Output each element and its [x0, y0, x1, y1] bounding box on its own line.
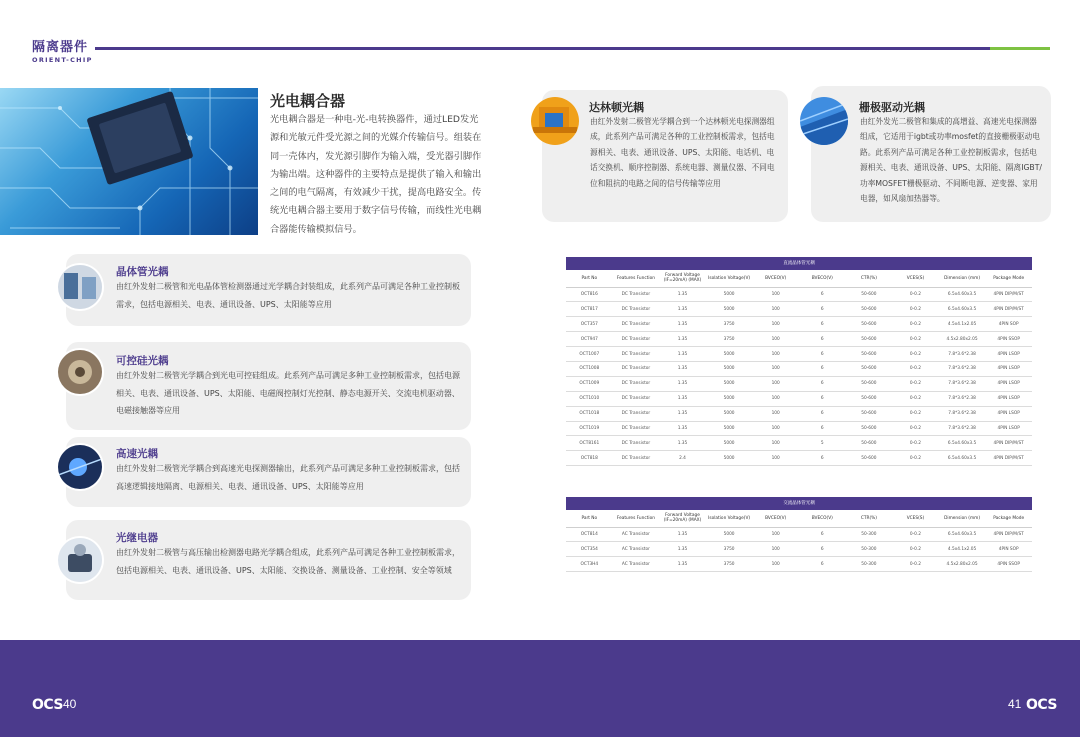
table-cell: 50-600: [846, 421, 893, 436]
table-cell: AC Transistor: [613, 542, 660, 557]
table-cell: DC Transistor: [613, 347, 660, 362]
table-row: [566, 332, 1032, 347]
table-cell: 0-0.2: [892, 406, 939, 421]
table-cell: 5000: [706, 436, 753, 451]
table-cell: 1.35: [659, 542, 706, 557]
transistor-coupler-title: 晶体管光耦: [116, 266, 169, 278]
table-cell: 4PIN DIP/M/ST: [985, 436, 1032, 451]
column-header: VCES(S): [892, 270, 939, 287]
table-cell: OCT1007: [566, 347, 613, 362]
high-speed-coupler-image: [58, 445, 102, 489]
table-cell: 6.5x4.60x3.5: [939, 527, 986, 542]
table-cell: OCT357: [566, 317, 613, 332]
table-cell: OCT1009: [566, 376, 613, 391]
darlington-card: [542, 90, 788, 222]
table-cell: 4PIN LSOP: [985, 347, 1032, 362]
table-cell: DC Transistor: [613, 287, 660, 302]
column-header: BVECO(V): [799, 270, 846, 287]
table-cell: 5000: [706, 302, 753, 317]
column-header: Isolation Voltage(V): [706, 510, 753, 527]
table-cell: OCT817: [566, 302, 613, 317]
column-header: Features Function: [613, 270, 660, 287]
brand-subtitle: ORIENT-CHIP: [32, 56, 93, 64]
intro-title: 光电耦合器: [270, 92, 346, 110]
gate-driver-title: 栅极驱动光耦: [859, 101, 925, 114]
ac-table-caption: 交流晶体管光耦: [566, 497, 1032, 510]
table-cell: 4PIN LSOP: [985, 361, 1032, 376]
table-cell: 50-600: [846, 287, 893, 302]
table-cell: 3750: [706, 317, 753, 332]
table-cell: 4.5x2.80x2.05: [939, 332, 986, 347]
table-cell: 5000: [706, 376, 753, 391]
table-cell: 4PIN DIP/M/ST: [985, 527, 1032, 542]
table-cell: 6: [799, 302, 846, 317]
table-cell: 50-300: [846, 542, 893, 557]
table-row: [566, 542, 1032, 557]
column-header: CTR(%): [846, 510, 893, 527]
table-cell: 1.35: [659, 436, 706, 451]
table-cell: DC Transistor: [613, 302, 660, 317]
column-header: Part No: [566, 510, 613, 527]
table-cell: 50-600: [846, 317, 893, 332]
table-cell: 6.5x4.60x3.5: [939, 436, 986, 451]
table-cell: DC Transistor: [613, 436, 660, 451]
gate-driver-text: 由红外发光二极管和集成的高增益、高速光电探测器组成，它适用于igbt或功率mosfet的直接栅极驱动电路。此系列产品可满足各种工业控制板需求，包括电源相关、电表、通讯设备、UPS、太阳能、隔离IGBT/功率MOSFET栅极驱动、不间断电源、逆变器、家用电器，如风扇加热器等。: [860, 117, 1042, 204]
table-cell: 100: [752, 332, 799, 347]
table-cell: 6: [799, 451, 846, 466]
dc-transistor-table: [566, 257, 1032, 466]
gate-driver-image: [800, 97, 848, 145]
column-header: BVCEO(V): [752, 510, 799, 527]
table-row: [566, 451, 1032, 466]
table-row: [566, 557, 1032, 572]
table-cell: OCT3H4: [566, 557, 613, 572]
table-row: [566, 361, 1032, 376]
table-cell: 6: [799, 527, 846, 542]
column-header: Features Function: [613, 510, 660, 527]
table-row: [566, 347, 1032, 362]
photo-relay-title: 光继电器: [116, 532, 158, 544]
table-cell: 1.35: [659, 376, 706, 391]
table-cell: 7.8*3.6*2.38: [939, 361, 986, 376]
table-cell: 6.5x4.60x3.5: [939, 302, 986, 317]
table-cell: 1.35: [659, 332, 706, 347]
table-cell: 0-0.2: [892, 451, 939, 466]
table-cell: 1.35: [659, 391, 706, 406]
column-header: BVCEO(V): [752, 270, 799, 287]
table-cell: DC Transistor: [613, 376, 660, 391]
table-header-row: [566, 270, 1032, 287]
table-cell: OCT354: [566, 542, 613, 557]
table-cell: 4.5x2.80x2.05: [939, 557, 986, 572]
table-cell: 4PIN LSOP: [985, 391, 1032, 406]
table-cell: 100: [752, 391, 799, 406]
table-cell: DC Transistor: [613, 391, 660, 406]
table-cell: 5000: [706, 451, 753, 466]
scr-coupler-card: [66, 342, 471, 430]
table-row: [566, 527, 1032, 542]
darlington-text: 由红外发射二极管光学耦合到一个达林顿光电探测器组成，此系列产品可满足各种的工业控制板需求，包括电源相关、电表、通讯设备、UPS、太阳能、电话机、电话交换机、顺序控制器、系统电器、测量仪器、不同电位和阻抗的电路之间的信号传输等应用: [590, 117, 775, 188]
table-cell: 1.35: [659, 302, 706, 317]
table-cell: 1.35: [659, 361, 706, 376]
table-cell: 50-600: [846, 361, 893, 376]
table-cell: 6: [799, 376, 846, 391]
table-cell: 4PIN SSOP: [985, 332, 1032, 347]
high-speed-coupler-card: [66, 437, 471, 507]
column-header: Part No: [566, 270, 613, 287]
table-cell: 4PIN SOP: [985, 317, 1032, 332]
transistor-coupler-card: [66, 254, 471, 326]
photo-relay-text: 由红外发射二极管与高压输出检测器电路光学耦合组成，此系列产品可满足各种工业控制板需求，包括电源相关、电表、通讯设备、UPS、太阳能、交换设备、测量设备、工业控制、安全等领域: [116, 548, 460, 575]
table-cell: 7.8*3.6*2.38: [939, 347, 986, 362]
table-cell: AC Transistor: [613, 557, 660, 572]
table-cell: 3750: [706, 332, 753, 347]
table-cell: 6: [799, 421, 846, 436]
table-cell: 0-0.2: [892, 317, 939, 332]
column-header: Isolation Voltage(V): [706, 270, 753, 287]
table-cell: OCT1010: [566, 391, 613, 406]
table-cell: 50-600: [846, 451, 893, 466]
table-cell: 5000: [706, 347, 753, 362]
gate-driver-card: [811, 86, 1051, 222]
table-cell: 0-0.2: [892, 527, 939, 542]
table-cell: 4PIN LSOP: [985, 421, 1032, 436]
ac-transistor-table: [566, 497, 1032, 572]
transistor-coupler-image: [58, 265, 102, 309]
table-cell: 1.35: [659, 421, 706, 436]
table-row: [566, 317, 1032, 332]
table-cell: 100: [752, 436, 799, 451]
table-cell: 6.5x4.60x3.5: [939, 287, 986, 302]
table-cell: 100: [752, 542, 799, 557]
darlington-title: 达林顿光耦: [589, 101, 644, 114]
scr-coupler-text: 由红外发射二极管光学耦合到光电可控硅组成。此系列产品可满足多种工业控制板需求，包括电源相关、电表、通讯设备、UPS、太阳能、电磁阀控制灯光控制、静态电源开关、交流电机驱动器、电磁接触器等应用: [116, 371, 460, 415]
page-number-right: 41: [1008, 697, 1022, 711]
table-cell: 5000: [706, 361, 753, 376]
table-cell: 100: [752, 527, 799, 542]
table-cell: 5: [799, 436, 846, 451]
column-header: Dimension (mm): [939, 510, 986, 527]
brand-header: [32, 36, 93, 64]
table-cell: DC Transistor: [613, 317, 660, 332]
table-cell: DC Transistor: [613, 406, 660, 421]
table-cell: 4PIN LSOP: [985, 376, 1032, 391]
table-cell: OCT1019: [566, 421, 613, 436]
header-rule-accent: [990, 47, 1050, 50]
table-cell: 3750: [706, 542, 753, 557]
table-cell: 1.35: [659, 406, 706, 421]
table-row: [566, 391, 1032, 406]
table-cell: 50-600: [846, 302, 893, 317]
column-header: CTR(%): [846, 270, 893, 287]
table-cell: 100: [752, 451, 799, 466]
column-header: BVECO(V): [799, 510, 846, 527]
column-header: Forward Voltage (IF=20mA) (MAX): [659, 510, 706, 527]
table-cell: OCT1008: [566, 361, 613, 376]
table-cell: 7.8*3.6*2.38: [939, 391, 986, 406]
table-row: [566, 421, 1032, 436]
table-cell: 50-600: [846, 436, 893, 451]
table-cell: 6: [799, 406, 846, 421]
table-cell: 7.8*3.6*2.38: [939, 406, 986, 421]
table-cell: 6: [799, 317, 846, 332]
photo-relay-card: [66, 520, 471, 600]
darlington-image: [531, 97, 579, 145]
circuit-board-image: [0, 88, 258, 235]
table-cell: 4.5x4.1x2.05: [939, 317, 986, 332]
intro-text: 光电耦合器是一种电-光-电转换器件，通过LED发光源和光敏元件受光源之间的光媒介传输信号。组装在同一壳体内，发光源引脚作为输入端，受光器引脚作为输出端。这种器件的主要特点是提供了输入和输出之间的电气隔离，有效减少干扰，提高电路安全。传统光电耦合器主要用于数字信号传输，而线性光电耦合器能传输模拟信号。: [270, 114, 482, 235]
table-cell: OCT1018: [566, 406, 613, 421]
table-cell: 50-600: [846, 332, 893, 347]
table-cell: 100: [752, 287, 799, 302]
section-title: 隔离器件: [32, 40, 89, 55]
table-cell: 5000: [706, 287, 753, 302]
table-cell: 0-0.2: [892, 332, 939, 347]
page-number-left: 40: [63, 697, 77, 711]
table-cell: 50-600: [846, 347, 893, 362]
table-cell: 50-300: [846, 527, 893, 542]
photo-relay-image: [58, 538, 102, 582]
table-cell: 6: [799, 391, 846, 406]
header-rule: [95, 47, 990, 50]
table-cell: 0-0.2: [892, 436, 939, 451]
brand-logo: OCS: [1026, 697, 1058, 713]
table-cell: OCT947: [566, 332, 613, 347]
table-cell: DC Transistor: [613, 361, 660, 376]
table-header-row: [566, 510, 1032, 527]
scr-coupler-image: [58, 350, 102, 394]
table-cell: 0-0.2: [892, 287, 939, 302]
table-cell: 0-0.2: [892, 557, 939, 572]
table-cell: 1.35: [659, 347, 706, 362]
table-cell: 100: [752, 406, 799, 421]
table-cell: OCT814: [566, 527, 613, 542]
table-cell: 4PIN DIP/M/ST: [985, 451, 1032, 466]
table-cell: 0-0.2: [892, 347, 939, 362]
table-cell: 4.5x4.1x2.05: [939, 542, 986, 557]
table-cell: 0-0.2: [892, 376, 939, 391]
brand-logo: OCS: [32, 697, 64, 713]
table-cell: 5000: [706, 406, 753, 421]
table-cell: AC Transistor: [613, 527, 660, 542]
table-cell: 100: [752, 421, 799, 436]
transistor-coupler-text: 由红外发射二极管和光电晶体管检测器通过光学耦合封装组成，此系列产品可满足各种工业控制板需求，包括电源相关、电表、通讯设备、UPS、太阳能等应用: [116, 282, 460, 309]
table-cell: 6: [799, 557, 846, 572]
table-cell: 50-600: [846, 391, 893, 406]
table-cell: 6: [799, 361, 846, 376]
table-row: [566, 406, 1032, 421]
table-cell: 7.8*3.6*2.38: [939, 376, 986, 391]
table-cell: 3750: [706, 557, 753, 572]
table-cell: 5000: [706, 527, 753, 542]
table-row: [566, 302, 1032, 317]
column-header: Package Mode: [985, 510, 1032, 527]
table-cell: 4PIN SOP: [985, 542, 1032, 557]
table-cell: 4PIN DIP/M/ST: [985, 302, 1032, 317]
table-cell: 50-300: [846, 557, 893, 572]
table-cell: 0-0.2: [892, 391, 939, 406]
table-cell: 100: [752, 347, 799, 362]
scr-coupler-title: 可控硅光耦: [116, 355, 169, 367]
column-header: Forward Voltage (IF=20mA) (MAX): [659, 270, 706, 287]
table-cell: OCT818: [566, 451, 613, 466]
footer-band: [0, 640, 1080, 737]
table-cell: 6: [799, 347, 846, 362]
column-header: VCES(S): [892, 510, 939, 527]
table-cell: 100: [752, 557, 799, 572]
table-cell: DC Transistor: [613, 332, 660, 347]
table-cell: OCT8161: [566, 436, 613, 451]
table-row: [566, 436, 1032, 451]
table-cell: 4PIN SSOP: [985, 557, 1032, 572]
table-cell: 6: [799, 332, 846, 347]
table-cell: 6: [799, 287, 846, 302]
high-speed-coupler-title: 高速光耦: [116, 448, 158, 460]
table-cell: 0-0.2: [892, 361, 939, 376]
table-cell: OCT816: [566, 287, 613, 302]
table-cell: 6: [799, 542, 846, 557]
table-cell: 100: [752, 361, 799, 376]
table-cell: 0-0.2: [892, 542, 939, 557]
table-cell: 6.5x4.60x3.5: [939, 451, 986, 466]
table-cell: 50-600: [846, 406, 893, 421]
table-cell: 2.4: [659, 451, 706, 466]
table-cell: 100: [752, 376, 799, 391]
table-cell: 0-0.2: [892, 302, 939, 317]
table-cell: 1.35: [659, 287, 706, 302]
table-cell: 5000: [706, 391, 753, 406]
table-cell: 50-600: [846, 376, 893, 391]
table-cell: 100: [752, 317, 799, 332]
table-cell: 1.35: [659, 557, 706, 572]
table-row: [566, 376, 1032, 391]
table-cell: 1.35: [659, 527, 706, 542]
dc-table-caption: 直流晶体管光耦: [566, 257, 1032, 270]
table-cell: 1.35: [659, 317, 706, 332]
high-speed-coupler-text: 由红外发射二极管光学耦合到高速光电探测器输出，此系列产品可满足多种工业控制板需求，包括高速逻辑接地隔离、电源相关、电表、通讯设备、UPS、太阳能等应用: [116, 464, 460, 491]
column-header: Package Mode: [985, 270, 1032, 287]
table-cell: 100: [752, 302, 799, 317]
table-cell: 4PIN DIP/M/ST: [985, 287, 1032, 302]
table-cell: DC Transistor: [613, 451, 660, 466]
column-header: Dimension (mm): [939, 270, 986, 287]
table-cell: 5000: [706, 421, 753, 436]
table-cell: 0-0.2: [892, 421, 939, 436]
table-row: [566, 287, 1032, 302]
table-cell: 4PIN LSOP: [985, 406, 1032, 421]
table-cell: 7.8*3.6*2.38: [939, 421, 986, 436]
table-cell: DC Transistor: [613, 421, 660, 436]
